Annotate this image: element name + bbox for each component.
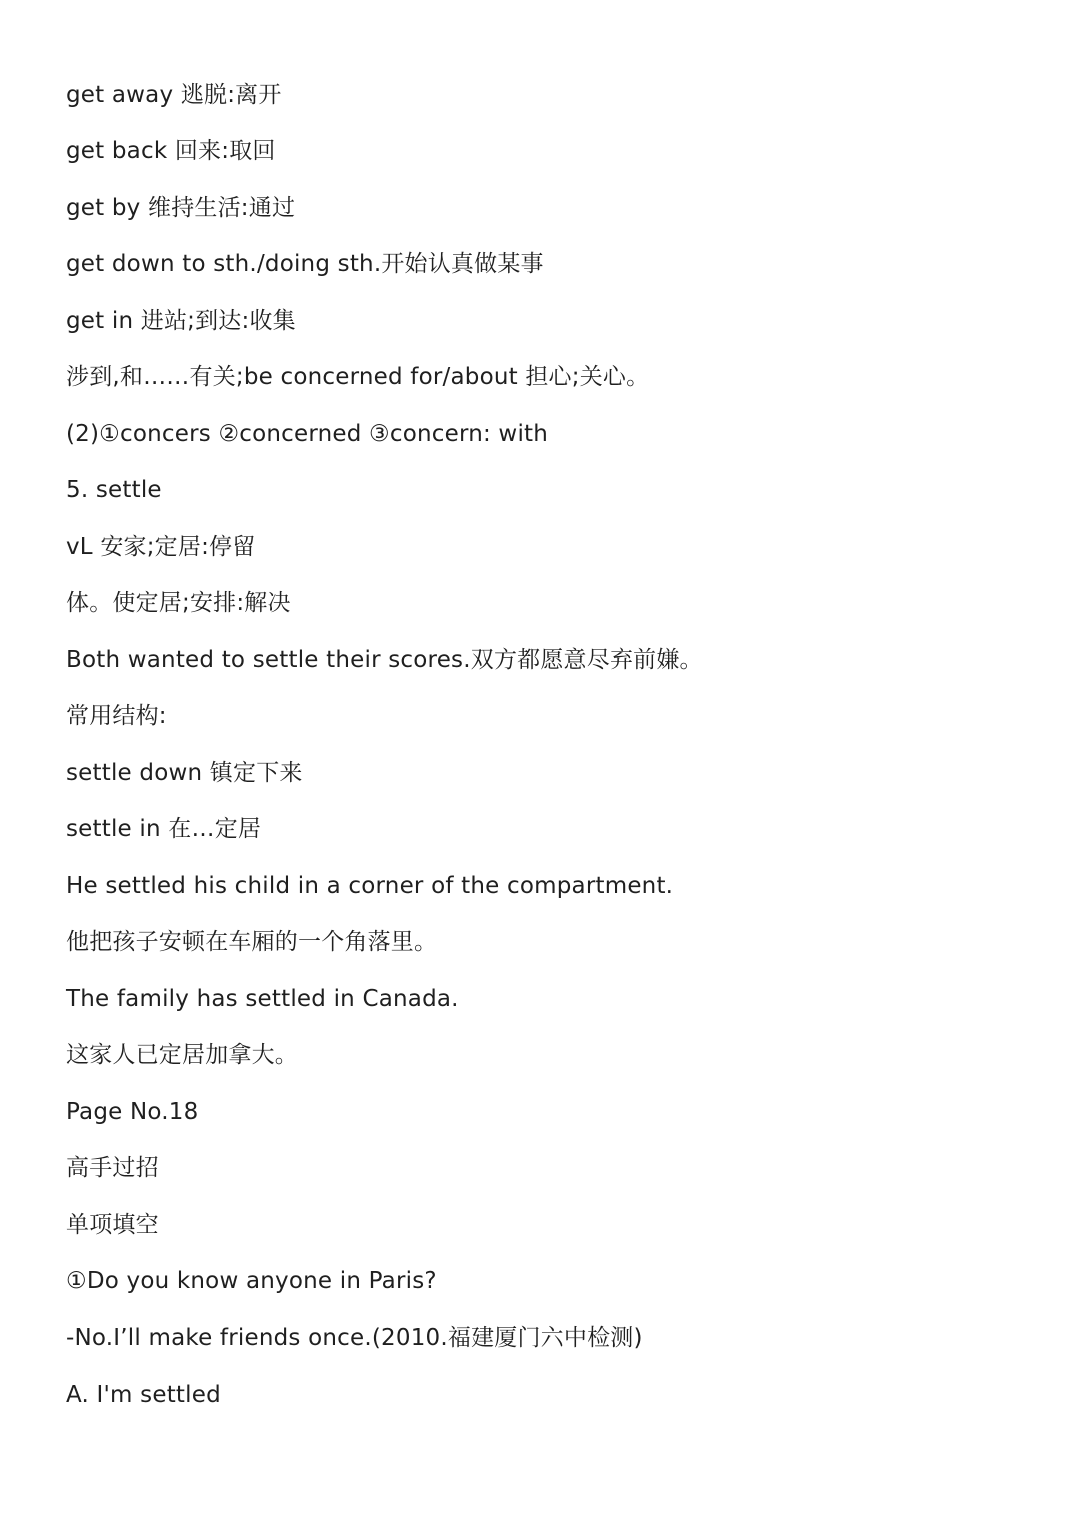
question-line: ①Do you know anyone in Paris? bbox=[66, 1268, 437, 1294]
text-line: get back 回来:取回 bbox=[66, 138, 276, 164]
text-line: 体。使定居;安排:解决 bbox=[66, 590, 291, 616]
text-line: 他把孩子安顿在车厢的一个角落里。 bbox=[66, 929, 438, 955]
text-line: settle down 镇定下来 bbox=[66, 760, 303, 786]
text-line: 涉到,和……有关;be concerned for/about 担心;关心。 bbox=[66, 364, 650, 390]
section-heading: 5. settle bbox=[66, 477, 162, 503]
text-line: get away 逃脱:离开 bbox=[66, 82, 282, 108]
text-line: 这家人已定居加拿大。 bbox=[66, 1042, 298, 1068]
text-line: 常用结构: bbox=[66, 703, 167, 729]
text-line: vL 安家;定居:停留 bbox=[66, 534, 256, 560]
text-line: Both wanted to settle their scores.双方都愿意尽弃前嫌。 bbox=[66, 647, 703, 673]
text-line: He settled his child in a corner of the compartment. bbox=[66, 873, 674, 899]
answer-option: A. I'm settled bbox=[66, 1382, 221, 1408]
question-line: -No.I’ll make friends once.(2010.福建厦门六中检测) bbox=[66, 1325, 643, 1351]
text-line: 单项填空 bbox=[66, 1212, 159, 1238]
text-line: get by 维持生活:通过 bbox=[66, 195, 296, 221]
text-line: get in 进站;到达:收集 bbox=[66, 308, 296, 334]
text-line: 高手过招 bbox=[66, 1155, 159, 1181]
page-number-label: Page No.18 bbox=[66, 1099, 199, 1125]
text-line: settle in 在…定居 bbox=[66, 816, 262, 842]
text-line: (2)①concers ②concerned ③concern: with bbox=[66, 421, 549, 447]
text-line: get down to sth./doing sth.开始认真做某事 bbox=[66, 251, 544, 277]
text-line: The family has settled in Canada. bbox=[66, 986, 459, 1012]
